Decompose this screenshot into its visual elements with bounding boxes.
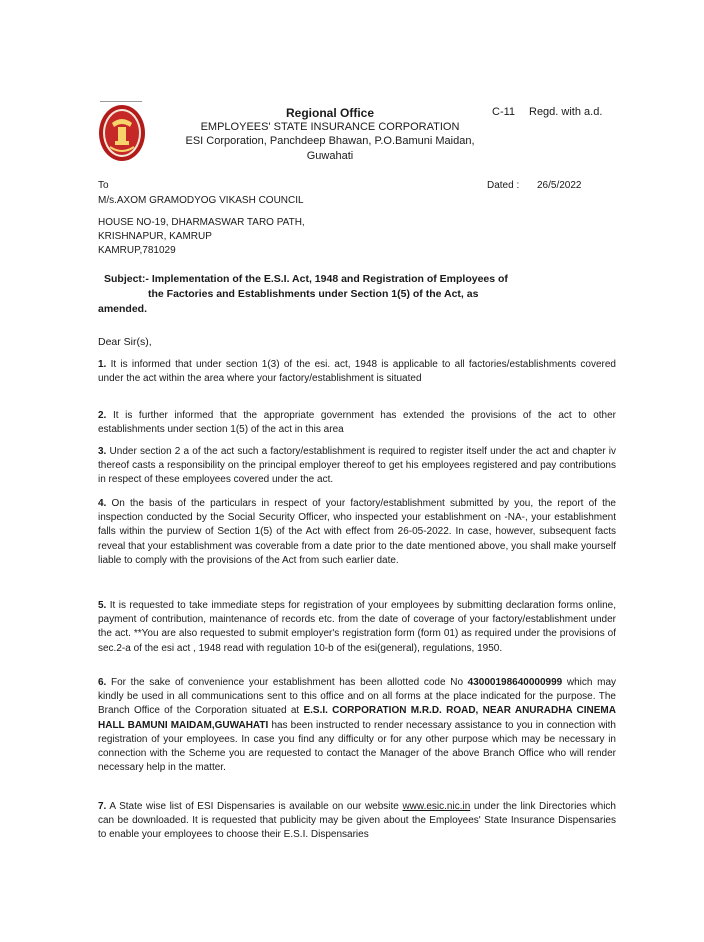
- regd-note: Regd. with a.d.: [529, 106, 603, 118]
- paragraph-text: has been instructed to render necessary assistance to you in connection with registration of your employees. In case you find any difficulty or for any other purpose which may be necessary in connection with the Scheme you are requested to contact the Manager of the above Branch Office who will render necessary help in the matter.: [98, 719, 616, 774]
- paragraph-text: It is informed that under section 1(3) of the esi. act, 1948 is applicable to all factories/establishments covered under the act within the area where your factory/establishment is situated: [98, 359, 616, 385]
- paragraph-7: [98, 800, 616, 843]
- header-rule: [100, 101, 142, 102]
- paragraph-text: A State wise list of ESI Dispensaries is available on our website: [109, 801, 399, 812]
- paragraph-text: which may kindly be used in all communications sent to this office and on all forms at the place indicated for the purpose. The Branch Office of the Corporation situated at: [98, 677, 617, 717]
- organization-name: EMPLOYEES' STATE INSURANCE CORPORATION: [200, 121, 460, 133]
- branch-office-address: E.S.I. CORPORATION M.R.D. ROAD, NEAR ANURADHA CINEMA HALL BAMUNI MAIDAM,GUWAHATI: [98, 705, 616, 731]
- website-link[interactable]: www.esic.nic.in: [402, 801, 471, 812]
- subject-line2: the Factories and Establishments under Section 1(5) of the Act, as: [148, 288, 479, 300]
- paragraph-number: 2.: [98, 410, 107, 421]
- paragraph-text: On the basis of the particulars in respect of your factory/establishment submitted by you, the report of the inspection conducted by the Social Security Officer, who inspected your establishment on -NA-, your establishment falls within the purview of Section 1(5) of the Act with effect from 26-05-2022. In case, however, subsequent facts reveal that your establishment was coverable from a date prior to the date mentioned above, you shall make yourself liable to comply with the provisions of the Act from such earlier date.: [98, 498, 616, 566]
- paragraph-number: 4.: [98, 498, 107, 509]
- paragraph-number: 1.: [98, 359, 107, 370]
- paragraph-2: [98, 409, 616, 437]
- office-address-line2: Guwahati: [306, 150, 354, 162]
- paragraph-3: [98, 445, 616, 488]
- paragraph-text: It is further informed that the appropriate government has extended the provisions of the act to other establishments under section 1(5) of the act in this area: [98, 410, 616, 436]
- office-title: Regional Office: [285, 106, 374, 120]
- to-label: To: [98, 180, 109, 191]
- paragraph-number: 3.: [98, 446, 107, 457]
- greeting: Dear Sir(s),: [98, 336, 152, 348]
- recipient-line1: HOUSE NO-19, DHARMASWAR TARO PATH,: [98, 217, 305, 228]
- paragraph-text: It is requested to take immediate steps for registration of your employees by submitting declaration forms online, payment of contribution, maintenance of records etc. from the date of coverage of your factory/establishment under the act. **You are also requested to submit employer's registration form (form 01) as required under the provisions of sec.2-a of the esi act , 1948 read with regulation 10-b of the esi(general), regulations, 1950.: [98, 600, 617, 654]
- paragraph-6: [98, 676, 616, 775]
- paragraph-5: [98, 599, 616, 656]
- paragraph-4: [98, 497, 616, 568]
- letter-date: 26/5/2022: [537, 180, 582, 191]
- dated-label: Dated :: [487, 180, 520, 191]
- paragraph-text: For the sake of convenience your establishment has been allotted code No: [111, 677, 463, 688]
- paragraph-1: [98, 358, 616, 386]
- paragraph-number: 7.: [98, 801, 107, 812]
- employer-code: 43000198640000999: [467, 677, 563, 688]
- recipient-address: [98, 194, 305, 258]
- recipient-line3: KAMRUP,781029: [98, 245, 176, 256]
- recipient-name: M/s.AXOM GRAMODYOG VIKASH COUNCIL: [98, 195, 304, 206]
- paragraph-text: under the link Directories which can be downloaded. It is requested that publicity may be given about the Employees' State Insurance Dispensaries to enable your employees to choose their E.S.I. Dispensaries: [98, 801, 616, 841]
- subject-block: [98, 272, 538, 317]
- subject-line1: Subject:- Implementation of the E.S.I. Act, 1948 and Registration of Employees of: [104, 273, 508, 285]
- recipient-line2: KRISHNAPUR, KAMRUP: [98, 231, 212, 242]
- paragraph-number: 6.: [98, 677, 107, 688]
- esic-emblem-logo: [98, 103, 146, 163]
- form-code: C-11: [492, 106, 516, 118]
- office-address-line1: ESI Corporation, Panchdeep Bhawan, P.O.Bamuni Maidan,: [185, 135, 475, 147]
- subject-line3: amended.: [98, 303, 148, 315]
- paragraph-number: 5.: [98, 600, 107, 611]
- paragraph-text: Under section 2 a of the act such a factory/establishment is required to register itself under the act and chapter iv thereof casts a responsibility on the principal employer thereof to get his employees registered and pay contributions in respect of these employees covered under the act.: [98, 446, 617, 486]
